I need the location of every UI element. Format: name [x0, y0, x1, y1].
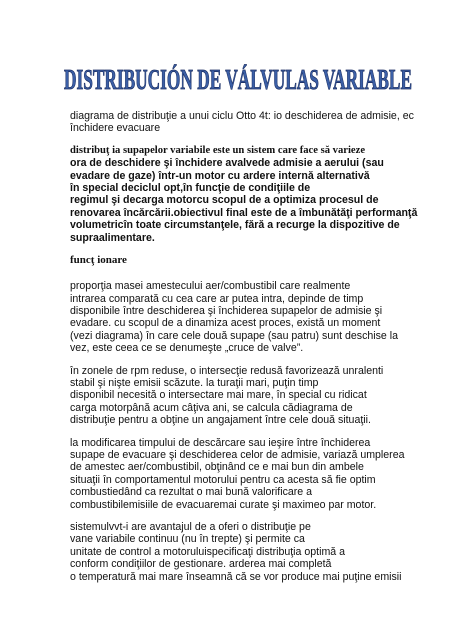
text-line: combustibilemisiile de evacuaremai curate şi maximeo par motor. — [70, 498, 377, 511]
text-line: (vezi diagrama) în care cele două supape (sau patru) sunt deschise la — [70, 329, 398, 342]
text-line: stabil şi nişte emisii scăzute. la turaţii mari, puţin timp — [70, 377, 319, 390]
title-wordart — [62, 64, 414, 94]
text-line: disponibil necesită o intersectare mai mare, în special cu ridicat — [70, 389, 367, 402]
text-line: în special deciclul opt,în funcţie de condiţiile de — [70, 181, 311, 194]
text-line: închidere evacuare — [70, 122, 161, 135]
text-line: la modificarea timpului de descărcare sau ieşire între închiderea — [70, 436, 371, 449]
text-line: intrarea comparată cu cea care ar putea intra, depinde de timp — [70, 292, 364, 305]
document-body — [70, 110, 420, 593]
text-line: situaţii în comportamentul motorului pentru ca acesta să fie optim — [70, 473, 376, 486]
paragraph-rpm — [70, 365, 420, 427]
text-line: combustiedând ca rezultat o mai bună valorificare a — [70, 486, 313, 499]
text-line: diagrama de distribuţie a unui ciclu Otto 4t: io deschiderea de admisie, ec — [70, 110, 414, 122]
text-line: vez, este ceea ce se denumeşte „cruce de valve”. — [70, 342, 304, 355]
text-line: supraalimentare. — [70, 231, 155, 244]
section-heading: funcţ ionare — [70, 253, 127, 266]
text-line: o temperatură mai mare înseamnă că se vor produce mai puţine emisii — [70, 570, 402, 583]
text-line: volumetricîn toate circumstanţele, fără a recurge la dispozitive de — [70, 219, 400, 232]
text-line: sistemulvvt-i are avantajul de a oferi o distribuţie pe — [70, 520, 311, 533]
text-line: în zonele de rpm reduse, o intersecţie redusă favorizează unralenti — [70, 364, 384, 377]
paragraph-definition — [70, 145, 420, 244]
text-line: unitate de control a motoruluispecificaţi distribuţia optimă a — [70, 545, 345, 558]
text-line: carga motorpână acum câţiva ani, se calcula cădiagrama de — [70, 401, 353, 414]
title-text: DISTRIBUCIÓN DE VÁLVULAS VARIABLE — [64, 65, 412, 94]
text-line: distribuţie pentru a obţine un angajament între cele două situaţii. — [70, 414, 371, 427]
text-line: distribuţ ia supapelor variabile este un sistem care face să varieze — [70, 144, 366, 156]
text-line: evadare de gaze) într-un motor cu ardere internă alternativă — [70, 169, 370, 182]
text-line: proporţia masei amestecului aer/combustibil care realmente — [70, 280, 351, 293]
text-line: de amestec aer/combustibil, obţinând ce e mai bun din ambele — [70, 461, 364, 474]
text-line: disponibile între deschiderea şi închiderea supapelor de admisie şi — [70, 305, 383, 318]
paragraph-diagram-caption — [70, 110, 420, 135]
text-line: regimul şi decarga motorcu scopul de a optimiza procesul de — [70, 194, 379, 207]
text-line: vane variabile continuu (nu în trepte) şi permite ca — [70, 533, 305, 546]
paragraph-vvt-i — [70, 521, 420, 583]
text-line: evadare. cu scopul de a dinamiza acest proces, există un moment — [70, 317, 381, 330]
document-title — [62, 64, 414, 94]
text-line: supape de evacuare şi deschiderea celor de admisie, variază umplerea — [70, 449, 405, 461]
text-line: ora de deschidere şi închidere avalvede admisie a aerului (sau — [70, 157, 384, 170]
paragraph-proportion — [70, 280, 420, 354]
text-line: renovarea încărcării.obiectivul final este de a îmbunătăţi performanţă — [70, 206, 418, 219]
text-line: conform condiţiilor de gestionare. arderea mai completă — [70, 558, 332, 571]
paragraph-timing — [70, 437, 420, 511]
